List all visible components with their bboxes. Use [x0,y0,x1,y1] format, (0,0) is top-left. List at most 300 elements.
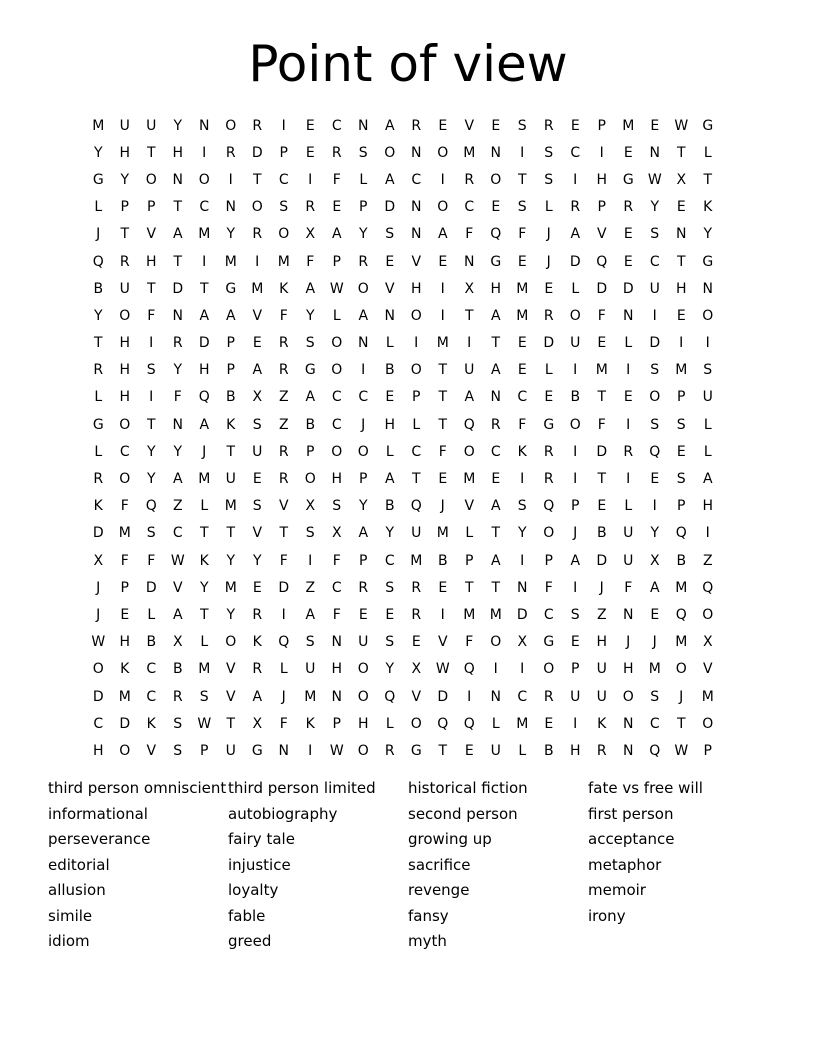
grid-letter: O [384,144,396,161]
grid-letter: V [225,661,236,678]
word-list-item: simile [48,906,93,925]
grid-letter: I [573,579,578,596]
grid-letter: O [622,688,634,705]
grid-letter: K [146,715,156,732]
grid-letter: R [252,226,263,243]
grid-letter: W [647,171,662,188]
grid-letter: C [331,389,342,406]
grid-letter: S [544,171,554,188]
grid-letter: L [703,416,712,433]
grid-letter: T [199,606,209,623]
grid-letter: X [517,634,528,651]
grid-letter: V [225,688,236,705]
grid-letter: F [120,498,129,515]
grid-letter: R [93,471,104,488]
grid-letter: L [412,416,421,433]
grid-letter: J [281,688,286,705]
grid-letter: P [306,443,315,460]
grid-letter: I [573,715,578,732]
grid-letter: L [385,443,394,460]
grid-letter: R [252,661,263,678]
grid-letter: O [119,307,131,324]
grid-letter: C [199,199,210,216]
grid-letter: B [596,525,607,542]
grid-letter: Z [278,416,289,433]
grid-letter: E [623,389,633,406]
word-list-item: second person [408,804,518,823]
grid-letter: L [94,199,103,216]
grid-letter: A [331,226,342,243]
grid-letter: R [490,416,501,433]
grid-letter: M [224,579,237,596]
grid-letter: M [251,280,264,297]
grid-letter: T [173,253,183,270]
grid-letter: T [438,389,448,406]
grid-letter: O [198,171,210,188]
grid-letter: J [202,443,207,460]
grid-letter: K [703,199,713,216]
grid-letter: Q [278,634,290,651]
grid-letter: M [118,525,131,542]
grid-letter: N [490,389,501,406]
grid-letter: D [384,199,396,216]
grid-letter: Q [490,226,502,243]
grid-letter: A [172,471,183,488]
word-list-item: fable [228,906,266,925]
grid-letter: T [146,416,156,433]
grid-letter: L [359,171,368,188]
grid-letter: D [172,280,184,297]
grid-letter: O [145,171,157,188]
grid-letter: K [279,280,289,297]
grid-letter: W [435,661,450,678]
grid-letter: E [676,199,686,216]
grid-letter: N [384,307,395,324]
grid-letter: Q [675,525,687,542]
grid-letter: U [119,117,130,134]
grid-letter: N [623,715,634,732]
grid-letter: W [329,280,344,297]
grid-letter: C [490,443,501,460]
grid-letter: Y [199,579,209,596]
grid-letter: B [93,280,104,297]
grid-letter: I [281,117,286,134]
grid-letter: Q [596,253,608,270]
grid-letter: R [411,117,422,134]
grid-letter: E [623,253,633,270]
grid-letter: O [702,715,714,732]
grid-letter: C [146,688,157,705]
grid-letter: E [252,335,262,352]
grid-letter: Q [437,715,449,732]
grid-letter: Y [650,199,660,216]
grid-letter: P [359,471,368,488]
grid-letter: F [518,416,527,433]
grid-letter: L [703,443,712,460]
grid-letter: J [599,579,604,596]
grid-letter: M [224,253,237,270]
grid-letter: P [412,389,421,406]
grid-letter: X [172,634,183,651]
grid-letter: F [438,443,447,460]
grid-letter: G [251,742,263,759]
grid-letter: S [173,742,183,759]
grid-letter: L [624,335,633,352]
grid-letter: M [410,552,423,569]
grid-letter: E [597,498,607,515]
grid-letter: H [357,715,369,732]
grid-letter: B [305,416,316,433]
grid-letter: E [517,253,527,270]
grid-letter: T [464,579,474,596]
grid-letter: U [464,362,475,379]
grid-letter: E [385,606,395,623]
grid-letter: R [278,443,289,460]
word-list-item: revenge [408,881,470,899]
grid-letter: S [544,144,554,161]
grid-letter: Q [463,416,475,433]
grid-letter: Y [517,525,527,542]
grid-letter: M [516,715,529,732]
grid-letter: L [279,661,288,678]
word-list-item: loyalty [228,881,279,899]
grid-letter: T [199,525,209,542]
grid-letter: T [464,307,474,324]
grid-letter: K [252,634,262,651]
grid-letter: M [463,144,476,161]
grid-letter: I [652,498,657,515]
grid-letter: F [465,634,474,651]
grid-letter: Q [463,715,475,732]
word-list-item: fate vs free will [588,779,703,797]
grid-letter: B [384,362,395,379]
grid-letter: J [679,688,684,705]
grid-letter: Q [675,606,687,623]
grid-letter: C [93,715,104,732]
grid-letter: H [490,280,502,297]
grid-letter: F [279,715,288,732]
grid-letter: J [652,634,657,651]
grid-letter: X [305,498,316,515]
grid-letter: E [491,471,501,488]
grid-letter: B [384,498,395,515]
grid-letter: N [278,742,289,759]
grid-letter: P [279,144,288,161]
grid-letter: U [225,742,236,759]
grid-letter: M [463,471,476,488]
grid-letter: Y [358,226,368,243]
grid-letter: D [649,335,661,352]
grid-letter: E [544,389,554,406]
grid-letter: F [332,171,341,188]
letter-grid [85,112,721,765]
grid-letter: O [251,199,263,216]
grid-letter: E [491,199,501,216]
grid-letter: S [570,606,580,623]
grid-letter: E [120,606,130,623]
grid-letter: N [331,634,342,651]
grid-letter: C [146,661,157,678]
grid-letter: Y [146,471,156,488]
grid-letter: L [544,199,553,216]
grid-letter: I [414,335,419,352]
grid-letter: D [119,715,131,732]
grid-letter: J [546,253,551,270]
grid-letter: O [569,307,581,324]
grid-letter: Z [596,606,607,623]
grid-letter: S [703,362,713,379]
grid-letter: G [92,171,104,188]
grid-letter: V [411,688,422,705]
grid-letter: L [624,498,633,515]
grid-letter: I [652,307,657,324]
grid-letter: H [622,661,634,678]
grid-letter: O [357,688,369,705]
grid-letter: M [516,280,529,297]
grid-letter: H [702,498,714,515]
grid-letter: F [306,253,315,270]
grid-letter: M [648,661,661,678]
grid-letter: Y [226,226,236,243]
grid-letter: Q [145,498,157,515]
grid-letter: T [491,335,501,352]
grid-letter: J [546,226,551,243]
grid-letter: F [518,226,527,243]
grid-letter: T [438,362,448,379]
grid-letter: X [331,525,342,542]
grid-letter: M [198,226,211,243]
grid-letter: C [649,253,660,270]
grid-letter: J [573,525,578,542]
grid-letter: P [147,199,156,216]
grid-letter: S [305,525,315,542]
grid-letter: I [440,280,445,297]
grid-letter: I [520,552,525,569]
grid-letter: R [570,199,581,216]
grid-letter: B [570,389,581,406]
grid-letter: L [200,498,209,515]
grid-letter: Q [198,389,210,406]
grid-letter: T [597,471,607,488]
grid-letter: A [490,552,501,569]
grid-letter: Y [703,226,713,243]
grid-letter: H [198,362,210,379]
grid-letter: T [411,471,421,488]
grid-letter: C [411,171,422,188]
page-title: Point of view [248,35,568,93]
grid-letter: T [146,280,156,297]
grid-letter: O [119,742,131,759]
grid-letter: T [703,171,713,188]
grid-letter: W [170,552,185,569]
grid-letter: M [463,606,476,623]
grid-letter: U [649,280,660,297]
grid-letter: H [119,335,131,352]
grid-letter: L [94,389,103,406]
grid-letter: A [490,362,501,379]
grid-letter: S [279,199,289,216]
grid-letter: Z [305,579,316,596]
grid-letter: H [569,742,581,759]
word-list-item: fairy tale [228,830,295,848]
grid-letter: J [361,416,366,433]
grid-letter: I [440,171,445,188]
grid-letter: E [597,335,607,352]
grid-letter: S [385,226,395,243]
grid-letter: T [226,443,236,460]
grid-letter: U [570,335,581,352]
grid-letter: R [543,471,554,488]
grid-letter: R [411,606,422,623]
grid-letter: D [92,525,104,542]
grid-letter: Y [93,144,103,161]
grid-letter: I [573,443,578,460]
grid-letter: R [172,335,183,352]
word-list-item: perseverance [48,830,151,848]
grid-letter: M [436,335,449,352]
grid-letter: T [226,525,236,542]
grid-letter: P [120,579,129,596]
grid-letter: Z [278,389,289,406]
grid-letter: O [649,389,661,406]
grid-letter: F [597,416,606,433]
grid-letter: F [147,552,156,569]
grid-letter: D [516,606,528,623]
grid-letter: B [172,661,183,678]
grid-letter: E [411,634,421,651]
grid-letter: G [304,362,316,379]
grid-letter: E [491,117,501,134]
grid-letter: X [411,661,422,678]
grid-letter: S [650,416,660,433]
grid-letter: F [624,579,633,596]
grid-letter: I [149,335,154,352]
grid-letter: B [225,389,236,406]
word-list-item: historical fiction [408,779,528,797]
grid-letter: T [93,335,103,352]
grid-letter: L [703,144,712,161]
grid-letter: N [623,606,634,623]
grid-letter: R [172,688,183,705]
grid-letter: T [676,253,686,270]
grid-letter: E [570,634,580,651]
grid-letter: Q [702,579,714,596]
grid-letter: E [358,606,368,623]
grid-letter: V [596,226,607,243]
grid-letter: O [410,362,422,379]
grid-letter: C [517,688,528,705]
grid-letter: Q [92,253,104,270]
grid-letter: Y [226,606,236,623]
grid-letter: Z [702,552,713,569]
grid-letter: E [676,443,686,460]
grid-letter: O [304,471,316,488]
grid-letter: R [358,579,369,596]
grid-letter: Q [463,661,475,678]
grid-letter: E [517,335,527,352]
grid-letter: W [329,742,344,759]
grid-letter: F [332,552,341,569]
word-list-item: first person [588,804,674,823]
grid-letter: H [675,280,687,297]
grid-letter: O [463,443,475,460]
grid-letter: E [385,253,395,270]
grid-letter: L [332,307,341,324]
grid-letter: T [173,199,183,216]
grid-letter: O [357,280,369,297]
grid-letter: A [199,416,210,433]
grid-letter: O [437,199,449,216]
grid-letter: Q [649,443,661,460]
grid-letter: R [278,362,289,379]
grid-letter: P [677,389,686,406]
grid-letter: A [172,606,183,623]
grid-letter: N [225,199,236,216]
grid-letter: O [331,443,343,460]
grid-letter: V [252,525,263,542]
grid-letter: O [225,117,237,134]
grid-letter: Q [649,742,661,759]
grid-letter: L [147,606,156,623]
grid-letter: X [93,552,104,569]
grid-letter: I [149,389,154,406]
grid-letter: I [202,253,207,270]
grid-letter: K [597,715,607,732]
grid-letter: R [411,579,422,596]
grid-letter: F [544,579,553,596]
grid-letter: P [359,199,368,216]
grid-letter: M [675,634,688,651]
grid-letter: S [650,226,660,243]
grid-letter: V [464,117,475,134]
grid-letter: C [119,443,130,460]
grid-letter: C [384,552,395,569]
grid-letter: O [331,335,343,352]
grid-letter: N [411,226,422,243]
grid-letter: O [490,634,502,651]
grid-letter: F [120,552,129,569]
word-list-item: editorial [48,855,110,874]
grid-letter: O [357,742,369,759]
grid-letter: E [438,253,448,270]
grid-letter: N [358,335,369,352]
grid-letter: E [623,226,633,243]
grid-letter: X [676,171,687,188]
grid-letter: U [252,443,263,460]
word-list-item: myth [408,932,447,950]
grid-letter: H [119,144,131,161]
grid-letter: O [119,416,131,433]
grid-letter: L [518,742,527,759]
word-list [48,776,768,955]
grid-letter: F [465,226,474,243]
grid-letter: U [119,280,130,297]
grid-letter: N [172,171,183,188]
grid-letter: Y [173,362,183,379]
grid-letter: B [543,742,554,759]
grid-letter: K [226,416,236,433]
grid-letter: X [702,634,713,651]
grid-letter: O [119,471,131,488]
word-list-item: idiom [48,932,90,950]
grid-letter: D [622,280,634,297]
grid-letter: L [200,634,209,651]
grid-letter: M [701,688,714,705]
grid-letter: T [491,579,501,596]
grid-letter: L [94,443,103,460]
grid-letter: I [679,335,684,352]
grid-letter: A [649,579,660,596]
